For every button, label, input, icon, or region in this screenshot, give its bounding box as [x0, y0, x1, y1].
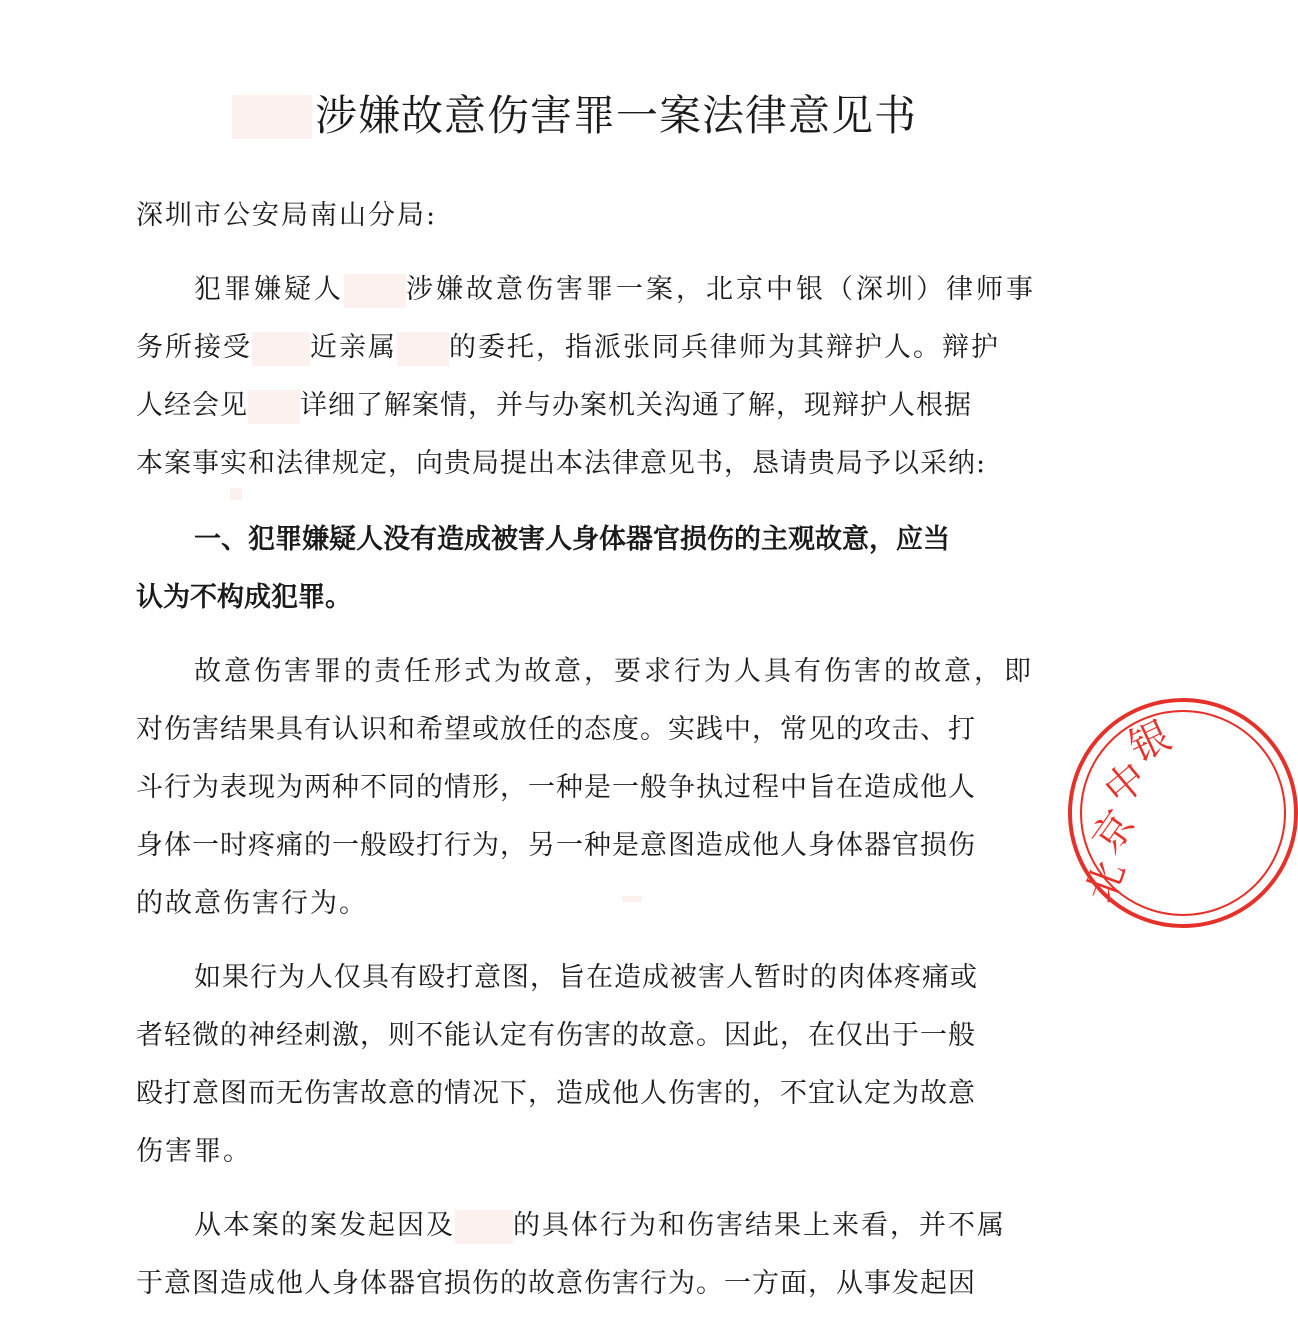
intro-text: 务所接受 [136, 332, 252, 363]
para3-line: 伤害罪。 [136, 1136, 252, 1167]
addressee: 深圳市公安局南山分局: [136, 200, 438, 231]
para2-line: 身体一时疼痛的一般殴打行为，另一种是意图造成他人身体器官损伤 [136, 830, 976, 861]
company-seal-stamp [1068, 698, 1298, 928]
intro-line-1 [194, 270, 1036, 310]
redacted-name [248, 390, 300, 424]
intro-line-3 [136, 386, 972, 426]
section-heading-1-line-2: 认为不构成犯罪。 [136, 582, 352, 613]
para2-line: 故意伤害罪的责任形式为故意，要求行为人具有伤害的故意，即 [194, 656, 1034, 687]
intro-text: 人经会见 [136, 390, 248, 421]
para2-line: 的故意伤害行为。 [136, 888, 368, 919]
para2-line: 对伤害结果具有认识和希望或放任的态度。实践中，常见的攻击、打 [136, 714, 976, 745]
redacted-name [252, 332, 310, 366]
redaction-mark [230, 488, 242, 500]
redacted-name [397, 332, 449, 366]
para3-line: 者轻微的神经刺激，则不能认定有伤害的故意。因此，在仅出于一般 [136, 1020, 976, 1051]
intro-text: 近亲属 [310, 332, 397, 363]
seal-text-char: 中 [1095, 753, 1157, 815]
redacted-name [344, 274, 406, 308]
para4-text: 的具体行为和伤害结果上来看，并不属 [513, 1210, 1006, 1241]
document-title: 涉嫌故意伤害罪一案法律意见书 [315, 91, 918, 140]
intro-text: 本案事实和法律规定，向贵局提出本法律意见书，恳请贵局予以采纳: [136, 448, 987, 479]
redaction-mark [622, 896, 642, 902]
redacted-name [455, 1210, 513, 1244]
section-heading-1-line-1: 一、犯罪嫌疑人没有造成被害人身体器官损伤的主观故意，应当 [194, 524, 950, 555]
intro-line-4 [136, 444, 986, 484]
para4-line-2: 于意图造成他人身体器官损伤的故意伤害行为。一方面，从事发起因 [136, 1268, 976, 1299]
seal-text-char: 北 [1077, 855, 1135, 909]
para2-line: 斗行为表现为两种不同的情形，一种是一般争执过程中旨在造成他人 [136, 772, 976, 803]
intro-text: 涉嫌故意伤害罪一案，北京中银（深圳）律师事 [406, 274, 1036, 305]
para4-line-1 [194, 1206, 1006, 1246]
para4-text: 从本案的案发起因及 [194, 1210, 455, 1241]
para3-line: 如果行为人仅具有殴打意图，旨在造成被害人暂时的肉体疼痛或 [194, 962, 978, 993]
seal-text-char: 银 [1122, 712, 1178, 772]
redacted-name-title [232, 95, 312, 139]
intro-line-2 [136, 328, 1000, 368]
intro-text: 犯罪嫌疑人 [194, 274, 344, 305]
seal-text-char: 京 [1083, 802, 1145, 862]
para3-line: 殴打意图而无伤害故意的情况下，造成他人伤害的，不宜认定为故意 [136, 1078, 976, 1109]
intro-text: 的委托，指派张同兵律师为其辩护人。辩护 [449, 332, 1000, 363]
intro-text: 详细了解案情，并与办案机关沟通了解，现辩护人根据 [300, 390, 972, 421]
